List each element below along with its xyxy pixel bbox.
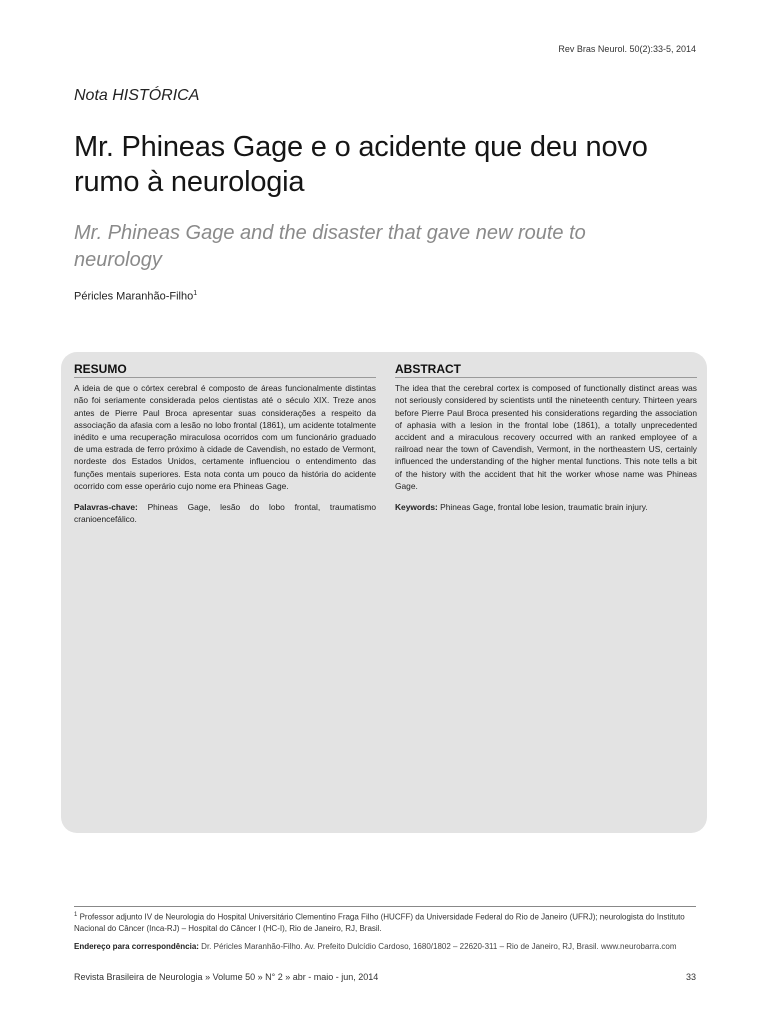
correspondence-note <box>74 942 698 951</box>
resumo-body: A ideia de que o córtex cerebral é composto de áreas funcionalmente distintas não foi seriamente considerada pelos cientistas até o século XIX. Treze anos antes de Pierre Paul Broca apresentar suas considerações a respeito da associação da afasia com a lesão no lobo frontal (1861), um acidente totalmente inédito e uma recuperação miraculosa ocorridos com um funcionário graduado de uma estrada de ferro próximo à cidade de Cavendish, no estado de Vermont, nordeste dos Estados Unidos, certamente influenciou o entendimento das funções mentais superiores. Esta nota conta um pouco da história do acidente ocorrido com esse operário cujo nome era Phineas Gage. <box>74 383 376 491</box>
resumo-column <box>74 363 376 525</box>
abstract-panel <box>61 352 707 833</box>
abstract-body: The idea that the cerebral cortex is composed of functionally distinct areas was not seriously considered by scientists until the nineteenth century. Thirteen years before Pierre Paul Broca presented his considerations regarding the association of aphasia with a lesion in the frontal lobe (1861), a totally unprecedented accident and a miraculous recovery occurred with an ranked employee of a railroad near the town of Cavendish, Vermont, in the northeastern US, certainly influenced the understanding of the higher mental functions. This note tells a bit of the history with the accident that hit the worker whose name was Phineas Gage. <box>395 383 697 491</box>
resumo-keywords <box>74 501 376 525</box>
affiliation-footnote <box>74 910 698 935</box>
article-title-english: Mr. Phineas Gage and the disaster that gave new route to neurology <box>74 222 586 271</box>
footnote-mark: 1 <box>74 912 78 918</box>
abstract-heading: ABSTRACT <box>395 363 697 378</box>
section-label: Nota HISTÓRICA <box>74 87 200 104</box>
abstract-keywords-text: Phineas Gage, frontal lobe lesion, traumatic brain injury. <box>440 502 648 513</box>
footnote-divider <box>74 906 696 907</box>
author-line <box>74 290 197 303</box>
abstract-keywords-label: Keywords: <box>395 502 438 513</box>
resumo-keywords-label: Palavras-chave: <box>74 502 138 513</box>
article-title-portuguese: Mr. Phineas Gage e o acidente que deu novo rumo à neurologia <box>74 131 648 198</box>
footnote-text: Professor adjunto IV de Neurologia do Hospital Universitário Clementino Fraga Filho (HUCFF) da Universidade Federal do Rio de Janeiro (UFRJ); neurologista do Instituto Nacional do Câncer (Inca-RJ) – Hospital do Câncer I (HC-I), Rio de Janeiro, RJ, Brasil. <box>74 912 685 934</box>
journal-footer: Revista Brasileira de Neurologia » Volume 50 » N° 2 » abr - maio - jun, 2014 <box>74 972 379 982</box>
resumo-keywords-text: Phineas Gage, lesão do lobo frontal, traumatismo cranioencefálico. <box>74 502 377 525</box>
abstract-column <box>395 363 697 513</box>
author-name: Péricles Maranhão-Filho <box>74 290 194 303</box>
page-number: 33 <box>685 972 696 982</box>
resumo-heading: RESUMO <box>74 363 376 378</box>
author-affiliation-mark: 1 <box>193 290 198 297</box>
correspondence-text: Dr. Péricles Maranhão-Filho. Av. Prefeito Dulcídio Cardoso, 1680/1802 – 22620-311 – Rio de Janeiro, RJ, Brasil. www.neurobarra.com <box>201 942 677 951</box>
abstract-keywords <box>395 501 697 513</box>
journal-citation: Rev Bras Neurol. 50(2):33-5, 2014 <box>558 44 696 54</box>
correspondence-label: Endereço para correspondência: <box>74 942 199 951</box>
